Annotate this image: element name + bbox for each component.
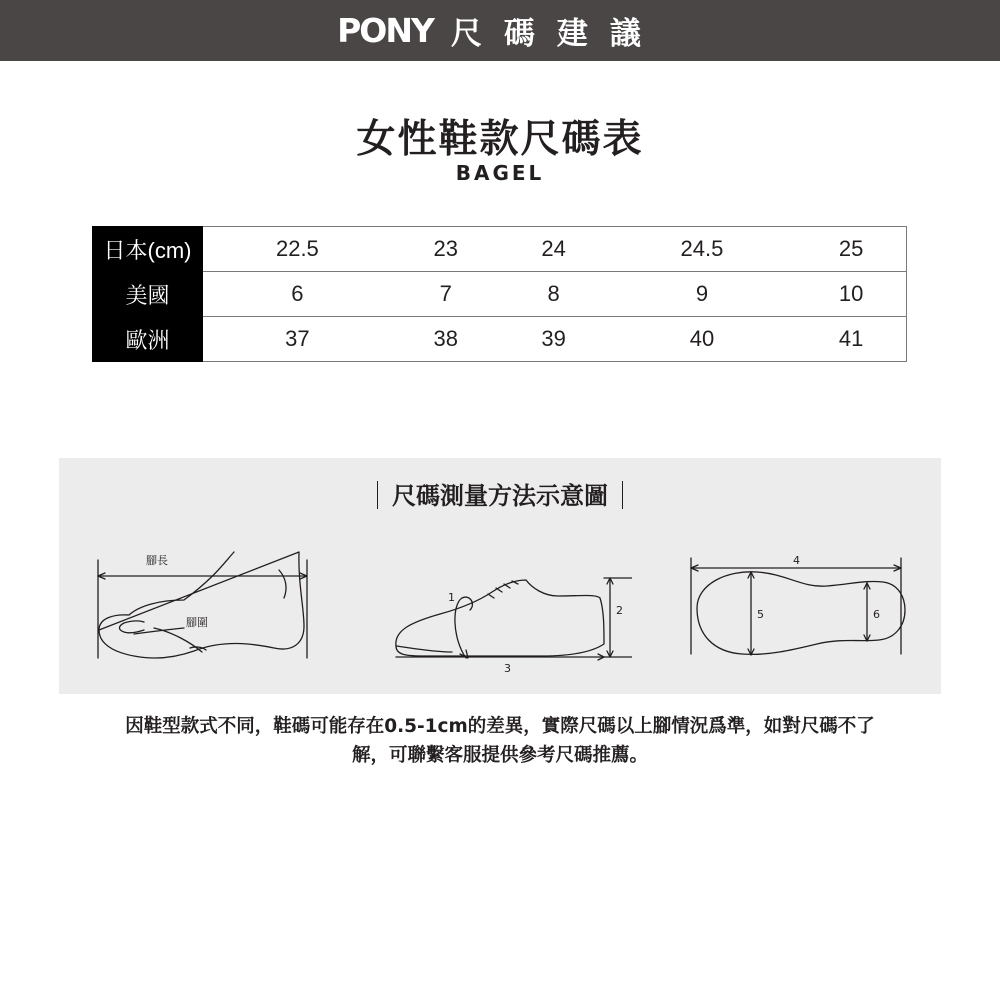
page-subtitle: BAGEL (455, 161, 545, 185)
size-note-line-2: 解，可聯繫客服提供參考尺碼推薦。 (351, 745, 648, 766)
table-row-us (92, 272, 907, 317)
brand-logo: PONY (337, 11, 433, 50)
table-cell: 24 (500, 227, 608, 272)
table-cell: 6 (203, 272, 392, 317)
sole-label-6: 6 (873, 608, 880, 621)
table-cell: 38 (392, 317, 500, 362)
foot-diagram (94, 548, 354, 668)
sole-label-5: 5 (757, 608, 764, 621)
size-table (92, 226, 907, 362)
page-title: 女性鞋款尺碼表 (356, 117, 644, 162)
measurement-title-wrap (59, 476, 941, 511)
shoe-label-3: 3 (504, 662, 511, 675)
size-note-line-1: 因鞋型款式不同，鞋碼可能存在0.5-1cm的差異，實際尺碼以上腳情況爲準，如對尺碼不了 (125, 716, 875, 737)
table-cell: 39 (500, 317, 608, 362)
table-cell: 24.5 (608, 227, 797, 272)
table-cell: 41 (796, 317, 906, 362)
table-cell: 22.5 (203, 227, 392, 272)
table-row-eu (92, 317, 907, 362)
foot-girth-label: 腳圍 (186, 616, 208, 629)
table-cell: 40 (608, 317, 797, 362)
table-cell: 8 (500, 272, 608, 317)
table-cell: 7 (392, 272, 500, 317)
table-cell: 10 (796, 272, 906, 317)
row-header-japan: 日本(cm) (92, 227, 203, 272)
divider-left (377, 481, 378, 509)
table-cell: 25 (796, 227, 906, 272)
measurement-title: 尺碼測量方法示意圖 (392, 482, 608, 510)
table-cell: 37 (203, 317, 392, 362)
header-title: 尺碼建議 (450, 16, 663, 52)
header-bar (0, 0, 1000, 61)
foot-length-label: 腳長 (146, 554, 168, 567)
table-cell: 9 (608, 272, 797, 317)
shoe-diagram (392, 568, 632, 678)
row-header-eu: 歐洲 (92, 317, 203, 362)
shoe-label-1: 1 (448, 591, 455, 604)
sole-diagram (687, 552, 917, 662)
table-row-japan (92, 227, 907, 272)
measurement-panel (59, 458, 941, 694)
divider-right (622, 481, 623, 509)
table-cell: 23 (392, 227, 500, 272)
size-note (40, 712, 960, 770)
row-header-us: 美國 (92, 272, 203, 317)
sole-label-4: 4 (793, 554, 800, 567)
shoe-label-2: 2 (616, 604, 623, 617)
